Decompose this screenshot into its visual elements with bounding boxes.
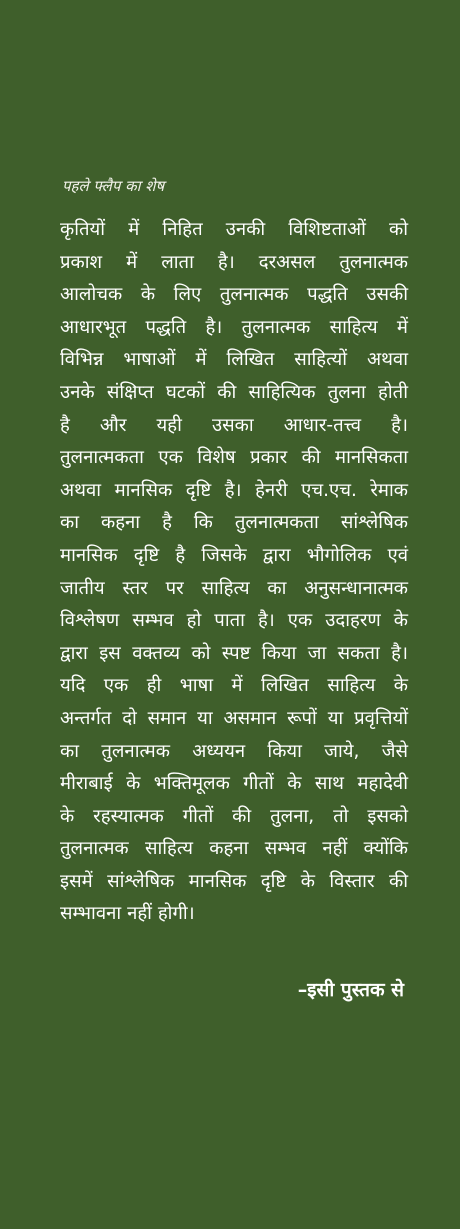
flap-text-line: के रहस्यात्मक गीतों की तुलना, तो इसको (60, 805, 408, 827)
flap-continuation-heading: पहले फ्लैप का शेष (62, 177, 165, 195)
flap-text-line: जातीय स्तर पर साहित्य का अनुसन्धानात्मक (60, 577, 408, 599)
flap-text-line: द्वारा इस वक्तव्य को स्पष्ट किया जा सकता है। (60, 642, 408, 664)
flap-text-line: मीराबाई के भक्तिमूलक गीतों के साथ महादेवी (60, 773, 408, 795)
flap-text-line: अथवा मानसिक दृष्टि है। हेनरी एच.एच. रेमाक (60, 479, 408, 501)
flap-text-line: प्रकाश में लाता है। दरअसल तुलनात्मक (60, 251, 408, 273)
flap-text-line: कृतियों में निहित उनकी विशिष्टताओं को (60, 219, 408, 240)
flap-source-attribution: –इसी पुस्तक से (297, 979, 404, 1001)
flap-text-line: आलोचक के लिए तुलनात्मक पद्धति उसकी (60, 284, 408, 306)
flap-text-line: मानसिक दृष्टि है जिसके द्वारा भौगोलिक एवं (60, 544, 408, 566)
flap-body-text (60, 214, 408, 931)
flap-text-line: का कहना है कि तुलनात्मकता सांश्लेषिक (60, 512, 408, 534)
flap-text-line: उनके संक्षिप्त घटकों की साहित्यिक तुलना होती (60, 381, 408, 403)
flap-text-line: है और यही उसका आधार-तत्त्व है। (60, 414, 408, 436)
flap-text-line: विभिन्न भाषाओं में लिखित साहित्यों अथवा (60, 349, 408, 371)
flap-text-line: तुलनात्मक साहित्य कहना सम्भव नहीं क्योंकि (60, 838, 408, 860)
flap-text-line: आधारभूत पद्धति है। तुलनात्मक साहित्य में (60, 316, 408, 338)
flap-text-line: इसमें सांश्लेषिक मानसिक दृष्टि के विस्तार की (60, 870, 408, 892)
flap-text-line: तुलनात्मकता एक विशेष प्रकार की मानसिकता (60, 447, 408, 469)
flap-text-line: सम्भावना नहीं होगी। (60, 903, 195, 925)
flap-text-line: अन्तर्गत दो समान या असमान रूपों या प्रवृत्तियों (60, 707, 408, 729)
flap-text-line: का तुलनात्मक अध्ययन किया जाये, जैसे (60, 740, 408, 762)
flap-text-line: यदि एक ही भाषा में लिखित साहित्य के (60, 675, 408, 697)
flap-text-line: विश्लेषण सम्भव हो पाता है। एक उदाहरण के (60, 610, 408, 632)
